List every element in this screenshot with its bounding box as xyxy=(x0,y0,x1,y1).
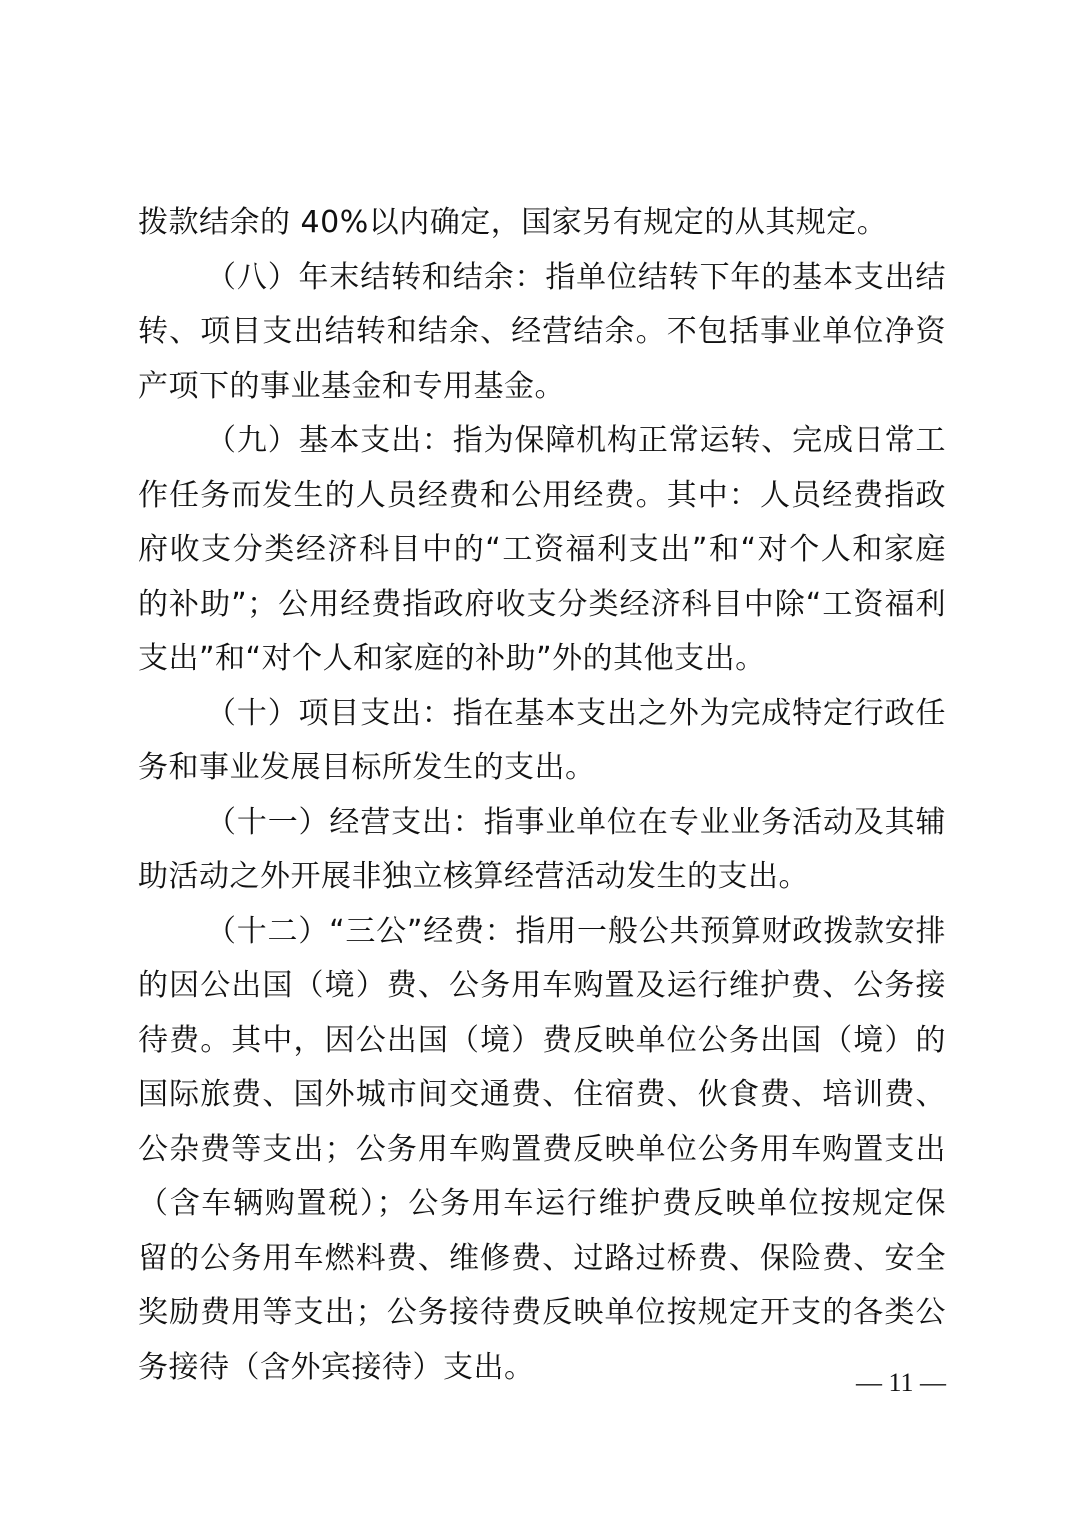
paragraph-year-end-balance: （八）年末结转和结余：指单位结转下年的基本支出结转、项目支出结转和结余、经营结余。不包括事业单位净资产项下的事业基金和专用基金。 xyxy=(138,259,946,404)
page-number: — 11 — xyxy=(855,1368,946,1397)
paragraph-basic-expenditure: （九）基本支出：指为保障机构正常运转、完成日常工作任务而发生的人员经费和公用经费。其中：人员经费指政府收支分类经济科目中的“工资福利支出”和“对个人和家庭的补助”；公用经费指政府收支分类经济科目中除“工资福利支出”和“对个人和家庭的补助”外的其他支出。 xyxy=(138,423,946,676)
paragraph-continuation: 拨款结余的 40%以内确定，国家另有规定的从其规定。 xyxy=(138,205,888,240)
body-text xyxy=(138,196,946,1395)
paragraph-operating-expenditure: （十一）经营支出：指事业单位在专业业务活动及其辅助活动之外开展非独立核算经营活动发生的支出。 xyxy=(138,804,946,894)
paragraph-project-expenditure: （十）项目支出：指在基本支出之外为完成特定行政任务和事业发展目标所发生的支出。 xyxy=(138,695,946,785)
paragraph-three-public-expenses: （十二）“三公”经费：指用一般公共预算财政拨款安排的因公出国（境）费、公务用车购置及运行维护费、公务接待费。其中，因公出国（境）费反映单位公务出国（境）的国际旅费、国外城市间交通费、住宿费、伙食费、培训费、公杂费等支出；公务用车购置费反映单位公务用车购置支出（含车辆购置税）；公务用车运行维护费反映单位按规定保留的公务用车燃料费、维修费、过路过桥费、保险费、安全奖励费用等支出；公务接待费反映单位按规定开支的各类公务接待（含外宾接待）支出。 xyxy=(138,913,946,1385)
